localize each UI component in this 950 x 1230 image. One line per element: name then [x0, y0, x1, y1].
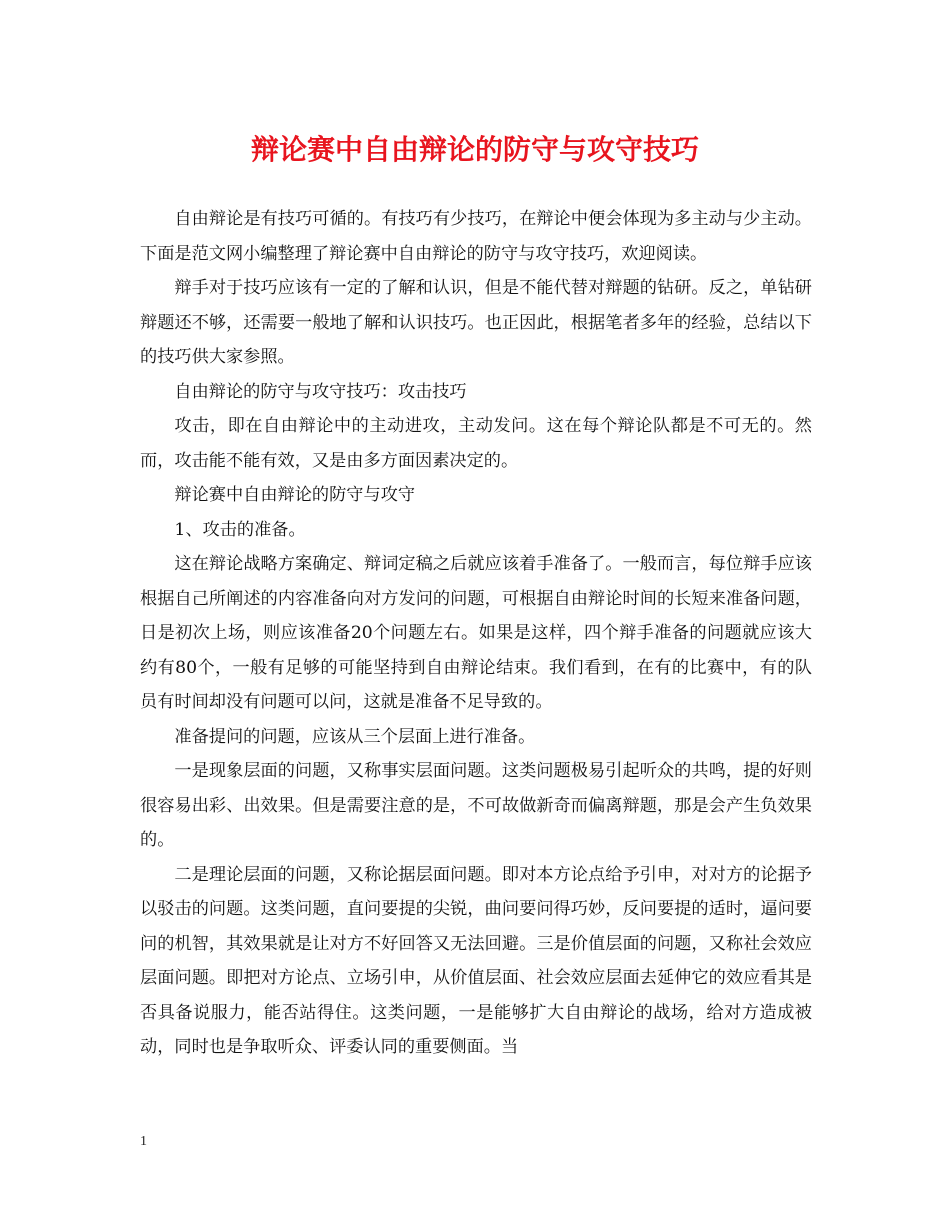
page-number: 1 — [140, 1134, 147, 1149]
section-heading: 自由辩论的防守与攻守技巧：攻击技巧 — [174, 381, 467, 402]
body-paragraph: 一是现象层面的问题，又称事实层面问题。这类问题极易引起听众的共鸣，提的好则很容易出彩、出效果。但是需要注意的是，不可故做新奇而偏离辩题，那是会产生负效果的。 — [140, 761, 812, 850]
section-heading: 辩论赛中自由辩论的防守与攻守 — [174, 485, 416, 505]
body-paragraph: 准备提问的问题，应该从三个层面上进行准备。 — [174, 726, 536, 747]
document-title: 辩论赛中自由辩论的防守与攻守技巧 — [250, 133, 699, 166]
body-paragraph: 二是理论层面的问题，又称论据层面问题。即对本方论点给予引申，对对方的论据予以驳击的问题。这类问题，直问要提的尖锐，曲问要问得巧妙，反问要提的适时，逼问要问的机智，其效果就是让对方不好回答又无法回避。三是价值层面的问题，又称社会效应层面问题。即把对方论点、立场引申，从价值层面、社会效应层面去延伸它的效应看其是否具备说服力，能否站得住。这类问题，一是能够扩大自由辩论的战场，给对方造成被动，同时也是争取听众、评委认同的重要侧面。当 — [140, 864, 812, 1057]
body-paragraph: 这在辩论战略方案确定、辩词定稿之后就应该着手准备了。一般而言，每位辩手应该根据自己所阐述的内容准备向对方发问的问题，可根据自由辩论时间的长短来准备问题，日是初次上场，则应该准备20个问题左右。如果是这样，四个辩手准备的问题就应该大约有80个，一般有足够的可能坚持到自由辩论结束。我们看到，在有的比赛中，有的队员有时间却没有问题可以问，这就是准备不足导致的。 — [140, 554, 812, 712]
body-paragraph: 辩手对于技巧应该有一定的了解和认识，但是不能代替对辩题的钻研。反之，单钻研辩题还不够，还需要一般地了解和认识技巧。也正因此，根据笔者多年的经验，总结以下的技巧供大家参照。 — [140, 278, 812, 367]
section-heading: 1、攻击的准备。 — [174, 519, 306, 540]
document-body — [140, 202, 812, 1065]
body-paragraph: 攻击，即在自由辩论中的主动进攻，主动发问。这在每个辩论队都是不可无的。然而，攻击能不能有效，又是由多方面因素决定的。 — [140, 416, 812, 471]
body-paragraph: 自由辩论是有技巧可循的。有技巧有少技巧，在辩论中便会体现为多主动与少主动。下面是范文网小编整理了辩论赛中自由辩论的防守与攻守技巧，欢迎阅读。 — [140, 209, 812, 264]
